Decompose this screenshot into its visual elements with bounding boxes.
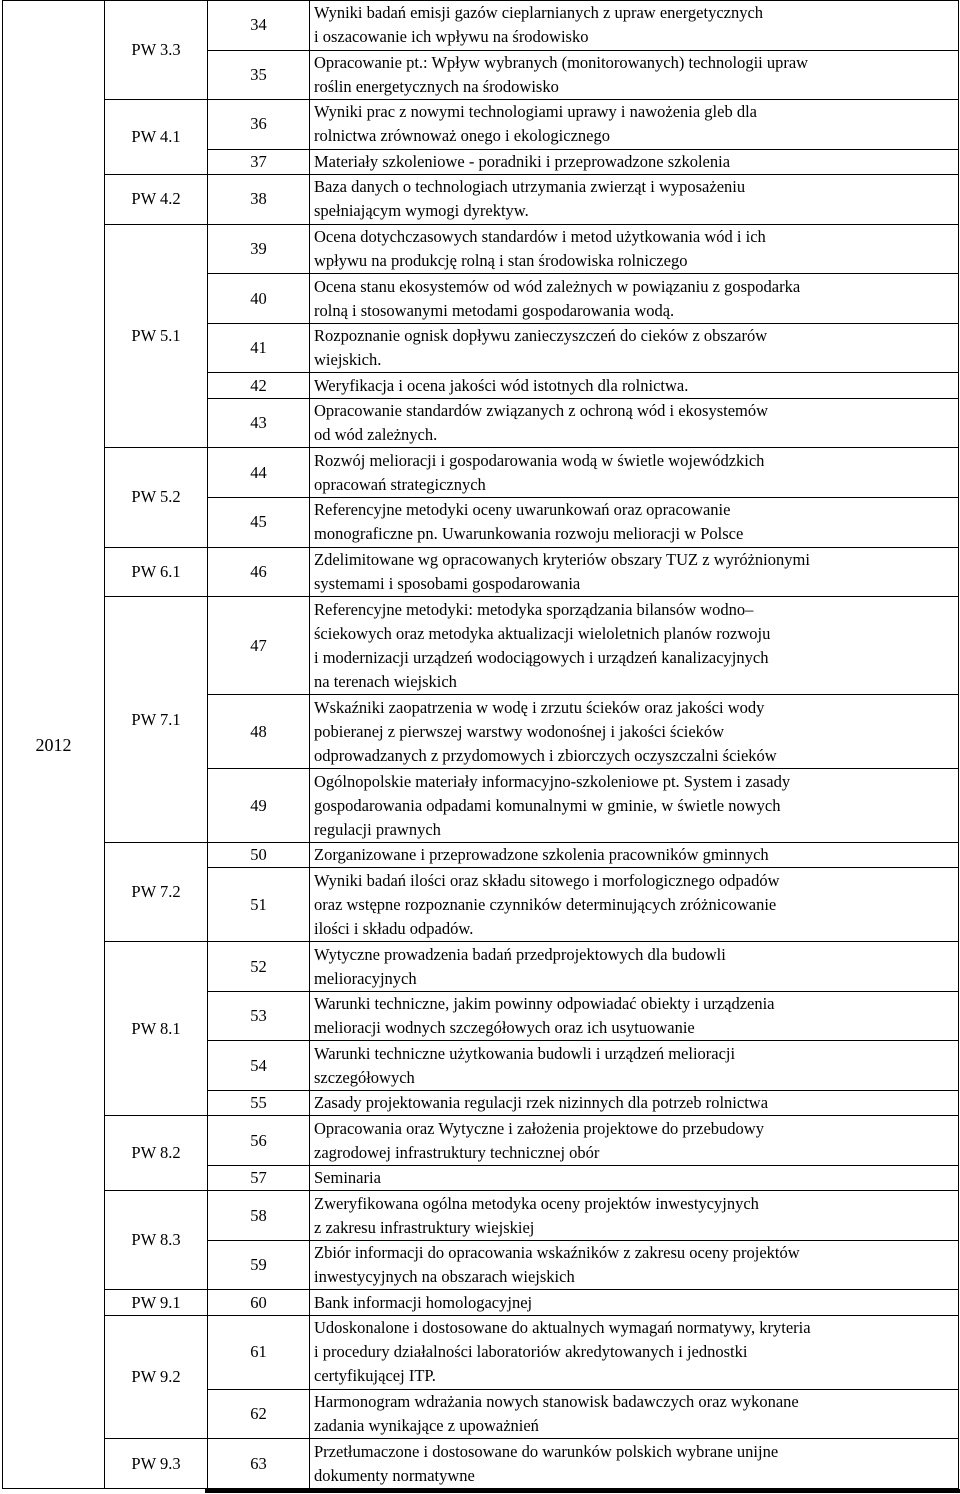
description-line: Opracowania oraz Wytyczne i założenia projektowe do przebudowy (314, 1118, 764, 1138)
item-description (310, 497, 959, 547)
item-number: 51 (208, 868, 310, 942)
item-number: 55 (208, 1091, 310, 1116)
description-line: Warunki techniczne, jakim powinny odpowiadać obiekty i urządzenia (314, 994, 775, 1014)
table-row (3, 597, 959, 695)
description-line: na terenach wiejskich (314, 671, 457, 691)
item-number: 52 (208, 942, 310, 992)
item-number: 48 (208, 695, 310, 769)
item-description (310, 398, 959, 448)
description-line: szczegółowych (314, 1067, 415, 1087)
description-line: Zbiór informacji do opracowania wskaźników z zakresu oceny projektów (314, 1243, 800, 1263)
description-line: i oszacowanie ich wpływu na środowisko (314, 27, 589, 47)
description-line: dokumenty normatywne (314, 1465, 475, 1485)
item-number: 40 (208, 274, 310, 324)
description-line: Przetłumaczone i dostosowane do warunków polskich wybrane unijne (314, 1441, 779, 1461)
item-description (310, 100, 959, 150)
description-line: Zweryfikowana ogólna metodyka oceny projektów inwestycyjnych (314, 1193, 759, 1213)
work-package-cell: PW 5.2 (105, 448, 208, 547)
description-line: melioracyjnych (314, 968, 417, 988)
item-description (310, 1290, 959, 1315)
item-number: 53 (208, 991, 310, 1041)
item-number: 42 (208, 373, 310, 398)
item-number: 62 (208, 1389, 310, 1439)
item-number: 57 (208, 1165, 310, 1190)
item-description (310, 991, 959, 1041)
description-line: rolną i stosowanymi metodami gospodarowania wodą. (314, 300, 675, 320)
description-line: Zdelimitowane wg opracowanych kryteriów obszary TUZ z wyróżnionymi (314, 549, 810, 569)
item-description (310, 868, 959, 942)
description-line: wiejskich. (314, 350, 382, 370)
item-description (310, 1389, 959, 1439)
description-line: Wskaźniki zaopatrzenia w wodę i zrzutu ścieków oraz jakości wody (314, 697, 765, 717)
description-line: ściekowych oraz metodyka aktualizacji wieloletnich planów rozwoju (314, 623, 771, 643)
table-row (3, 1191, 959, 1241)
item-description (310, 695, 959, 769)
description-line: Opracowanie pt.: Wpływ wybranych (monitorowanych) technologii upraw (314, 52, 809, 72)
item-number: 43 (208, 398, 310, 448)
description-line: Wyniki prac z nowymi technologiami uprawy i nawożenia gleb dla (314, 102, 757, 122)
description-line: Weryfikacja i ocena jakości wód istotnych dla rolnictwa. (314, 375, 689, 395)
item-number: 38 (208, 175, 310, 225)
item-description (310, 1091, 959, 1116)
work-package-cell: PW 6.1 (105, 547, 208, 597)
table-row (3, 448, 959, 498)
description-line: Seminaria (314, 1168, 381, 1188)
item-number: 50 (208, 843, 310, 868)
description-line: Materiały szkoleniowe - poradniki i przeprowadzone szkolenia (314, 151, 731, 171)
description-line: wpływu na produkcję rolną i stan środowiska rolniczego (314, 250, 688, 270)
item-number: 46 (208, 547, 310, 597)
item-description (310, 149, 959, 174)
item-description (310, 448, 959, 498)
description-line: spełniającym wymogi dyrektyw. (314, 201, 529, 221)
item-number: 49 (208, 769, 310, 843)
item-description (310, 1191, 959, 1241)
item-description (310, 942, 959, 992)
description-line: Baza danych o technologiach utrzymania zwierząt i wyposażeniu (314, 177, 746, 197)
work-package-cell: PW 5.1 (105, 224, 208, 448)
description-line: Ocena dotychczasowych standardów i metod użytkowania wód i ich (314, 226, 766, 246)
bottom-rule (205, 1489, 960, 1493)
description-line: Warunki techniczne użytkowania budowli i urządzeń melioracji (314, 1043, 736, 1063)
description-line: Zasady projektowania regulacji rzek nizinnych dla potrzeb rolnictwa (314, 1093, 769, 1113)
item-description (310, 1165, 959, 1190)
description-line: Ocena stanu ekosystemów od wód zależnych w powiązaniu z gospodarka (314, 276, 801, 296)
description-line: Harmonogram wdrażania nowych stanowisk badawczych oraz wykonane (314, 1391, 799, 1411)
description-line: inwestycyjnych na obszarach wiejskich (314, 1267, 575, 1287)
item-description (310, 1116, 959, 1166)
description-line: Wytyczne prowadzenia badań przedprojektowych dla budowli (314, 944, 726, 964)
description-line: i modernizacji urządzeń wodociągowych i urządzeń kanalizacyjnych (314, 647, 769, 667)
description-line: Opracowanie standardów związanych z ochroną wód i ekosystemów (314, 401, 769, 421)
work-package-cell: PW 8.3 (105, 1191, 208, 1290)
item-number: 44 (208, 448, 310, 498)
year-cell: 2012 (3, 1, 105, 1489)
description-line: Referencyjne metodyki oceny uwarunkowań oraz opracowanie (314, 500, 731, 520)
description-line: melioracji wodnych szczegółowych oraz ich usytuowanie (314, 1018, 695, 1038)
description-line: roślin energetycznych na środowisko (314, 76, 559, 96)
item-number: 47 (208, 597, 310, 695)
table-row (3, 1439, 959, 1489)
description-line: certyfikującej ITP. (314, 1366, 436, 1386)
work-package-cell: PW 9.2 (105, 1315, 208, 1438)
item-description (310, 373, 959, 398)
table-row (3, 1, 959, 51)
description-line: odprowadzanych z przydomowych i zbiorczych oczyszczalni ścieków (314, 745, 777, 765)
description-line: Udoskonalone i dostosowane do aktualnych wymagań normatywy, kryteria (314, 1318, 811, 1338)
table-row (3, 843, 959, 868)
item-number: 58 (208, 1191, 310, 1241)
description-line: z zakresu infrastruktury wiejskiej (314, 1217, 535, 1237)
description-line: opracowań strategicznych (314, 474, 486, 494)
work-package-cell: PW 4.1 (105, 100, 208, 175)
item-description (310, 50, 959, 100)
item-description (310, 843, 959, 868)
item-number: 54 (208, 1041, 310, 1091)
description-line: Wyniki badań ilości oraz składu sitowego i morfologicznego odpadów (314, 870, 780, 890)
description-line: monograficzne pn. Uwarunkowania rozwoju melioracji w Polsce (314, 524, 744, 544)
work-package-cell: PW 9.1 (105, 1290, 208, 1315)
item-description (310, 1, 959, 51)
table-row (3, 1315, 959, 1389)
description-line: od wód zależnych. (314, 425, 438, 445)
item-number: 39 (208, 224, 310, 274)
item-description (310, 597, 959, 695)
item-description (310, 1439, 959, 1489)
item-number: 56 (208, 1116, 310, 1166)
item-description (310, 175, 959, 225)
item-description (310, 224, 959, 274)
table-row (3, 175, 959, 225)
item-description (310, 769, 959, 843)
table-row (3, 942, 959, 992)
item-number: 60 (208, 1290, 310, 1315)
description-line: i procedury działalności laboratoriów akredytowanych i jednostki (314, 1342, 748, 1362)
work-package-cell: PW 8.2 (105, 1116, 208, 1191)
item-description (310, 274, 959, 324)
description-line: gospodarowania odpadami komunalnymi w gminie, w świetle nowych (314, 795, 781, 815)
results-table (2, 0, 959, 1489)
description-line: pobieranej z pierwszej warstwy wodonośnej i jakości ścieków (314, 721, 725, 741)
item-description (310, 1240, 959, 1290)
item-description (310, 547, 959, 597)
work-package-cell: PW 8.1 (105, 942, 208, 1116)
item-description (310, 1315, 959, 1389)
item-number: 37 (208, 149, 310, 174)
work-package-cell: PW 3.3 (105, 1, 208, 100)
item-number: 41 (208, 323, 310, 373)
description-line: regulacji prawnych (314, 819, 441, 839)
table-row (3, 547, 959, 597)
description-line: zagrodowej infrastruktury technicznej obór (314, 1142, 600, 1162)
work-package-cell: PW 7.2 (105, 843, 208, 942)
table-row (3, 224, 959, 274)
table-row (3, 1290, 959, 1315)
description-line: Rozwój melioracji i gospodarowania wodą w świetle wojewódzkich (314, 450, 765, 470)
item-number: 34 (208, 1, 310, 51)
description-line: Wyniki badań emisji gazów cieplarnianych z upraw energetycznych (314, 3, 764, 23)
description-line: Bank informacji homologacyjnej (314, 1292, 533, 1312)
item-description (310, 323, 959, 373)
work-package-cell: PW 7.1 (105, 597, 208, 843)
table-row (3, 1116, 959, 1166)
description-line: ilości i składu odpadów. (314, 918, 474, 938)
work-package-cell: PW 9.3 (105, 1439, 208, 1489)
description-line: rolnictwa zrównoważ onego i ekologicznego (314, 126, 610, 146)
description-line: Zorganizowane i przeprowadzone szkolenia pracowników gminnych (314, 845, 769, 865)
description-line: zadania wynikające z upoważnień (314, 1415, 539, 1435)
item-number: 61 (208, 1315, 310, 1389)
work-package-cell: PW 4.2 (105, 175, 208, 225)
item-number: 45 (208, 497, 310, 547)
table-row (3, 100, 959, 150)
item-number: 35 (208, 50, 310, 100)
item-number: 36 (208, 100, 310, 150)
item-number: 59 (208, 1240, 310, 1290)
results-table-body (3, 1, 959, 1489)
item-description (310, 1041, 959, 1091)
description-line: Referencyjne metodyki: metodyka sporządzania bilansów wodno– (314, 599, 754, 619)
description-line: Rozpoznanie ognisk dopływu zanieczyszczeń do cieków z obszarów (314, 326, 768, 346)
description-line: systemami i sposobami gospodarowania (314, 573, 581, 593)
item-number: 63 (208, 1439, 310, 1489)
description-line: oraz wstępne rozpoznanie czynników determinujących zróżnicowanie (314, 894, 777, 914)
description-line: Ogólnopolskie materiały informacyjno-szkoleniowe pt. System i zasady (314, 771, 791, 791)
